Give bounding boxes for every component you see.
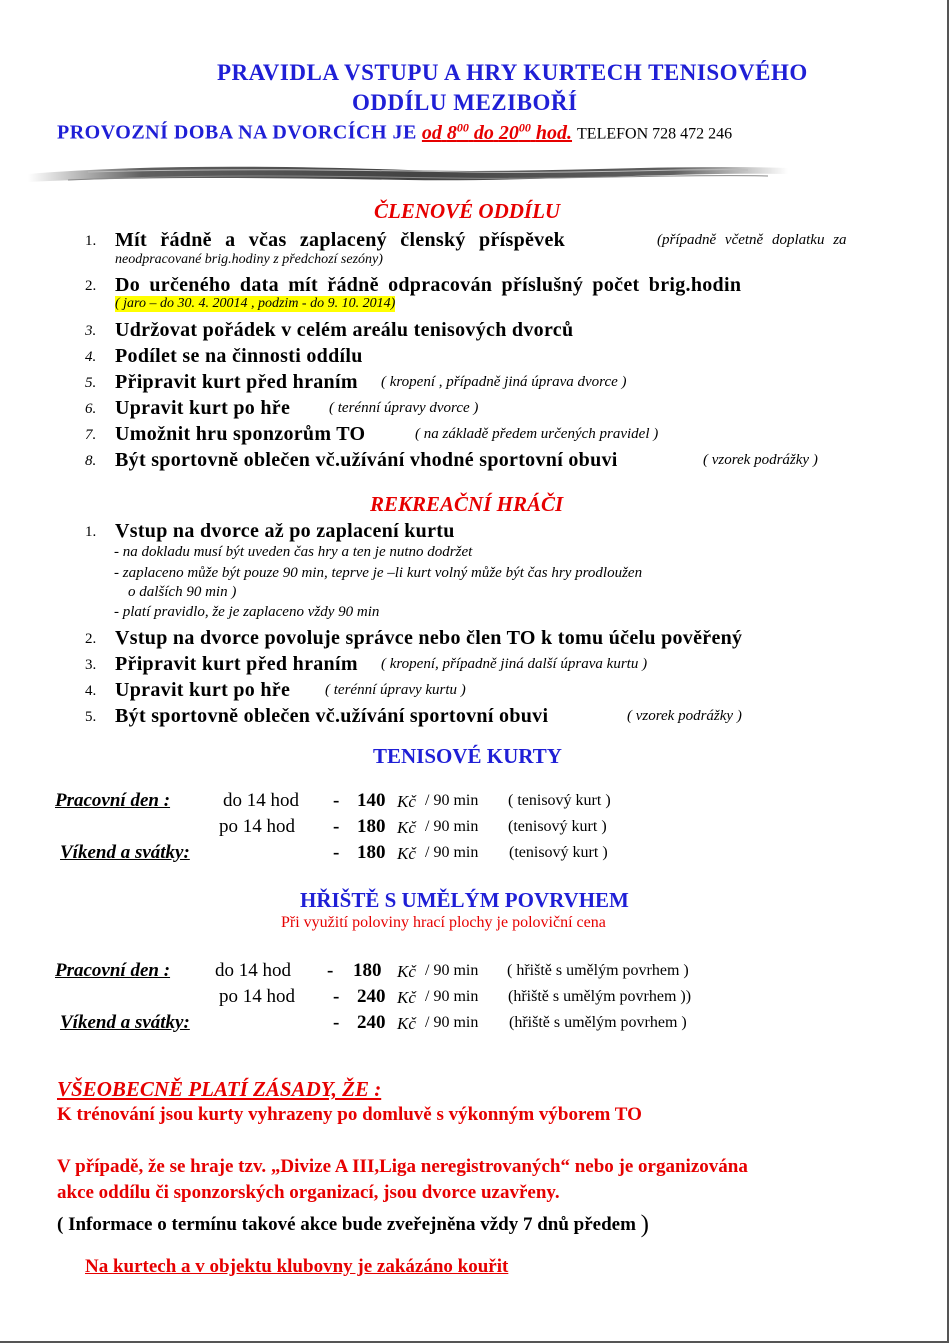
no-smoking-rule: Na kurtech a v objektu klubovny je zakázáno kouřit xyxy=(85,1256,509,1277)
general-heading: VŠEOBECNĚ PLATÍ ZÁSADY, ŽE : xyxy=(57,1077,382,1101)
recreational-heading: REKREAČNÍ HRÁČI xyxy=(370,492,564,516)
general-training-rule: K trénování jsou kurty vyhrazeny po domluvě s výkonným výborem TO xyxy=(57,1104,642,1125)
recreational-subnote-2: - zaplaceno může být pouze 90 min, teprve je –li kurt volný může být čas hry prodloužen xyxy=(114,565,643,581)
recreational-subnote-4: - platí pravidlo, že je zaplaceno vždy 90 min xyxy=(114,604,380,620)
artificial-heading: HŘIŠTĚ S UMĚLÝM POVRVHEM xyxy=(300,888,629,912)
artificial-subheading: Při využití poloviny hrací plochy je poloviční cena xyxy=(281,914,606,931)
phone-number: TELEFON 728 472 246 xyxy=(577,125,733,143)
opening-hours-label: PROVOZNÍ DOBA NA DVORCÍCH JE xyxy=(57,121,417,144)
general-info-note: ( Informace o termínu takové akce bude zveřejněna vždy 7 dnů předem ) xyxy=(57,1211,649,1238)
general-closure-rule-line-1: V případě, že se hraje tzv. „Divize A III,Liga neregistrovaných“ nebo je organizována xyxy=(57,1156,748,1177)
tennis-courts-heading: TENISOVÉ KURTY xyxy=(373,744,562,768)
opening-hours-range: od $8^{00}$ do $20^{00}$ hod. xyxy=(421,120,573,144)
decorative-swoosh xyxy=(28,160,788,194)
opening-hours xyxy=(57,120,732,145)
document-page: PRAVIDLA VSTUPU A HRY KURTECH TENISOVÉHO ODDÍLU MEZIBOŘÍ PROVOZNÍ DOBA NA DVORCÍCH JE od $8^{00}$ do $20^{00}$ hod. TELEFON 728 472 246 ČLENOVÉ ODDÍLU 1. Mít řádně a včas zaplacený členský příspěvek (případně včetně doplatku za neodpracované brig.hodiny z předchozí sezóny) 2. Do určeného data mít řádně odpracován příslušný počet brig.hodin ( jaro – do 30. 4. 20014 , podzim - do 9. 10. 2014) 3. Udržovat pořádek v celém areálu tenisových dvorců 4. Podílet se na činnosti oddílu 5. Připravit kurt před hraním ( kropení , případně jiná úprava dvorce ) 6. Upravit kurt po hře ( terénní úpravy dvorce ) 7. Umožnit hru sponzorům TO ( na základě předem určených pravidel ) 8. Být sportovně oblečen vč.užívání vhodné sportovní obuvi ( vzorek podrážky ) REKREAČNÍ HRÁČI 1. Vstup na dvorce až po zaplacení kurtu - na dokladu musí být uveden čas hry a ten je nutno dodržet - zaplaceno může být pouze 90 min, teprve je –li kurt volný může být čas hry prodloužen o dalších 90 min ) - platí pravidlo, že je zaplaceno vždy 90 min 2. Vstup na dvorce povoluje správce nebo člen TO k tomu účelu pověřený 3. Připravit kurt před hraním ( kropení, případně jiná další úprava kurtu ) 4. Upravit kurt po hře ( terénní úpravy kurtu ) 5. Být sportovně oblečen vč.užívání sportovní obuvi ( vzorek podrážky ) TENISOVÉ KURTY Pracovní den : do 14 hod - 140 Kč / 90 min ( tenisový kurt ) po 14 hod - 180 Kč / 90 min (tenisový kurt ) Víkend a svátky: - 180 Kč / 90 min (tenisový kurt ) HŘIŠTĚ S UMĚLÝM POVRVHEM Při využití poloviny hrací plochy je poloviční cena Pracovní den : do 14 hod - 180 Kč / 90 min ( hřiště s umělým povrhem ) po 14 hod - 240 Kč / 90 min (hřiště s umělým povrhem )) Víkend a svátky: - 240 Kč / 90 min (hřiště s umělým povrhem ) VŠEOBECNĚ PLATÍ ZÁSADY, ŽE : K trénování jsou kurty vyhrazeny po domluvě s výkonným výborem TO V případě, že se hraje tzv. „Divize A III,Liga neregistrovaných“ nebo je organizována akce oddílu či sponzorských organizací, jsou dvorce uzavřeny. ( Informace o termínu takové akce bude zveřejněna vždy 7 dnů předem ) Na kurtech a v objektu klubovny je zakázáno kouřit xyxy=(0,0,949,1343)
title-line-2: ODDÍLU MEZIBOŘÍ xyxy=(352,90,578,115)
general-closure-rule-line-2: akce oddílu či sponzorských organizací, jsou dvorce uzavřeny. xyxy=(57,1182,560,1203)
members-heading: ČLENOVÉ ODDÍLU xyxy=(374,199,561,223)
title-line-1: PRAVIDLA VSTUPU A HRY KURTECH TENISOVÉHO xyxy=(217,60,808,85)
recreational-subnote-1: - na dokladu musí být uveden čas hry a ten je nutno dodržet xyxy=(114,544,473,560)
recreational-subnote-3: o dalších 90 min ) xyxy=(128,584,237,600)
